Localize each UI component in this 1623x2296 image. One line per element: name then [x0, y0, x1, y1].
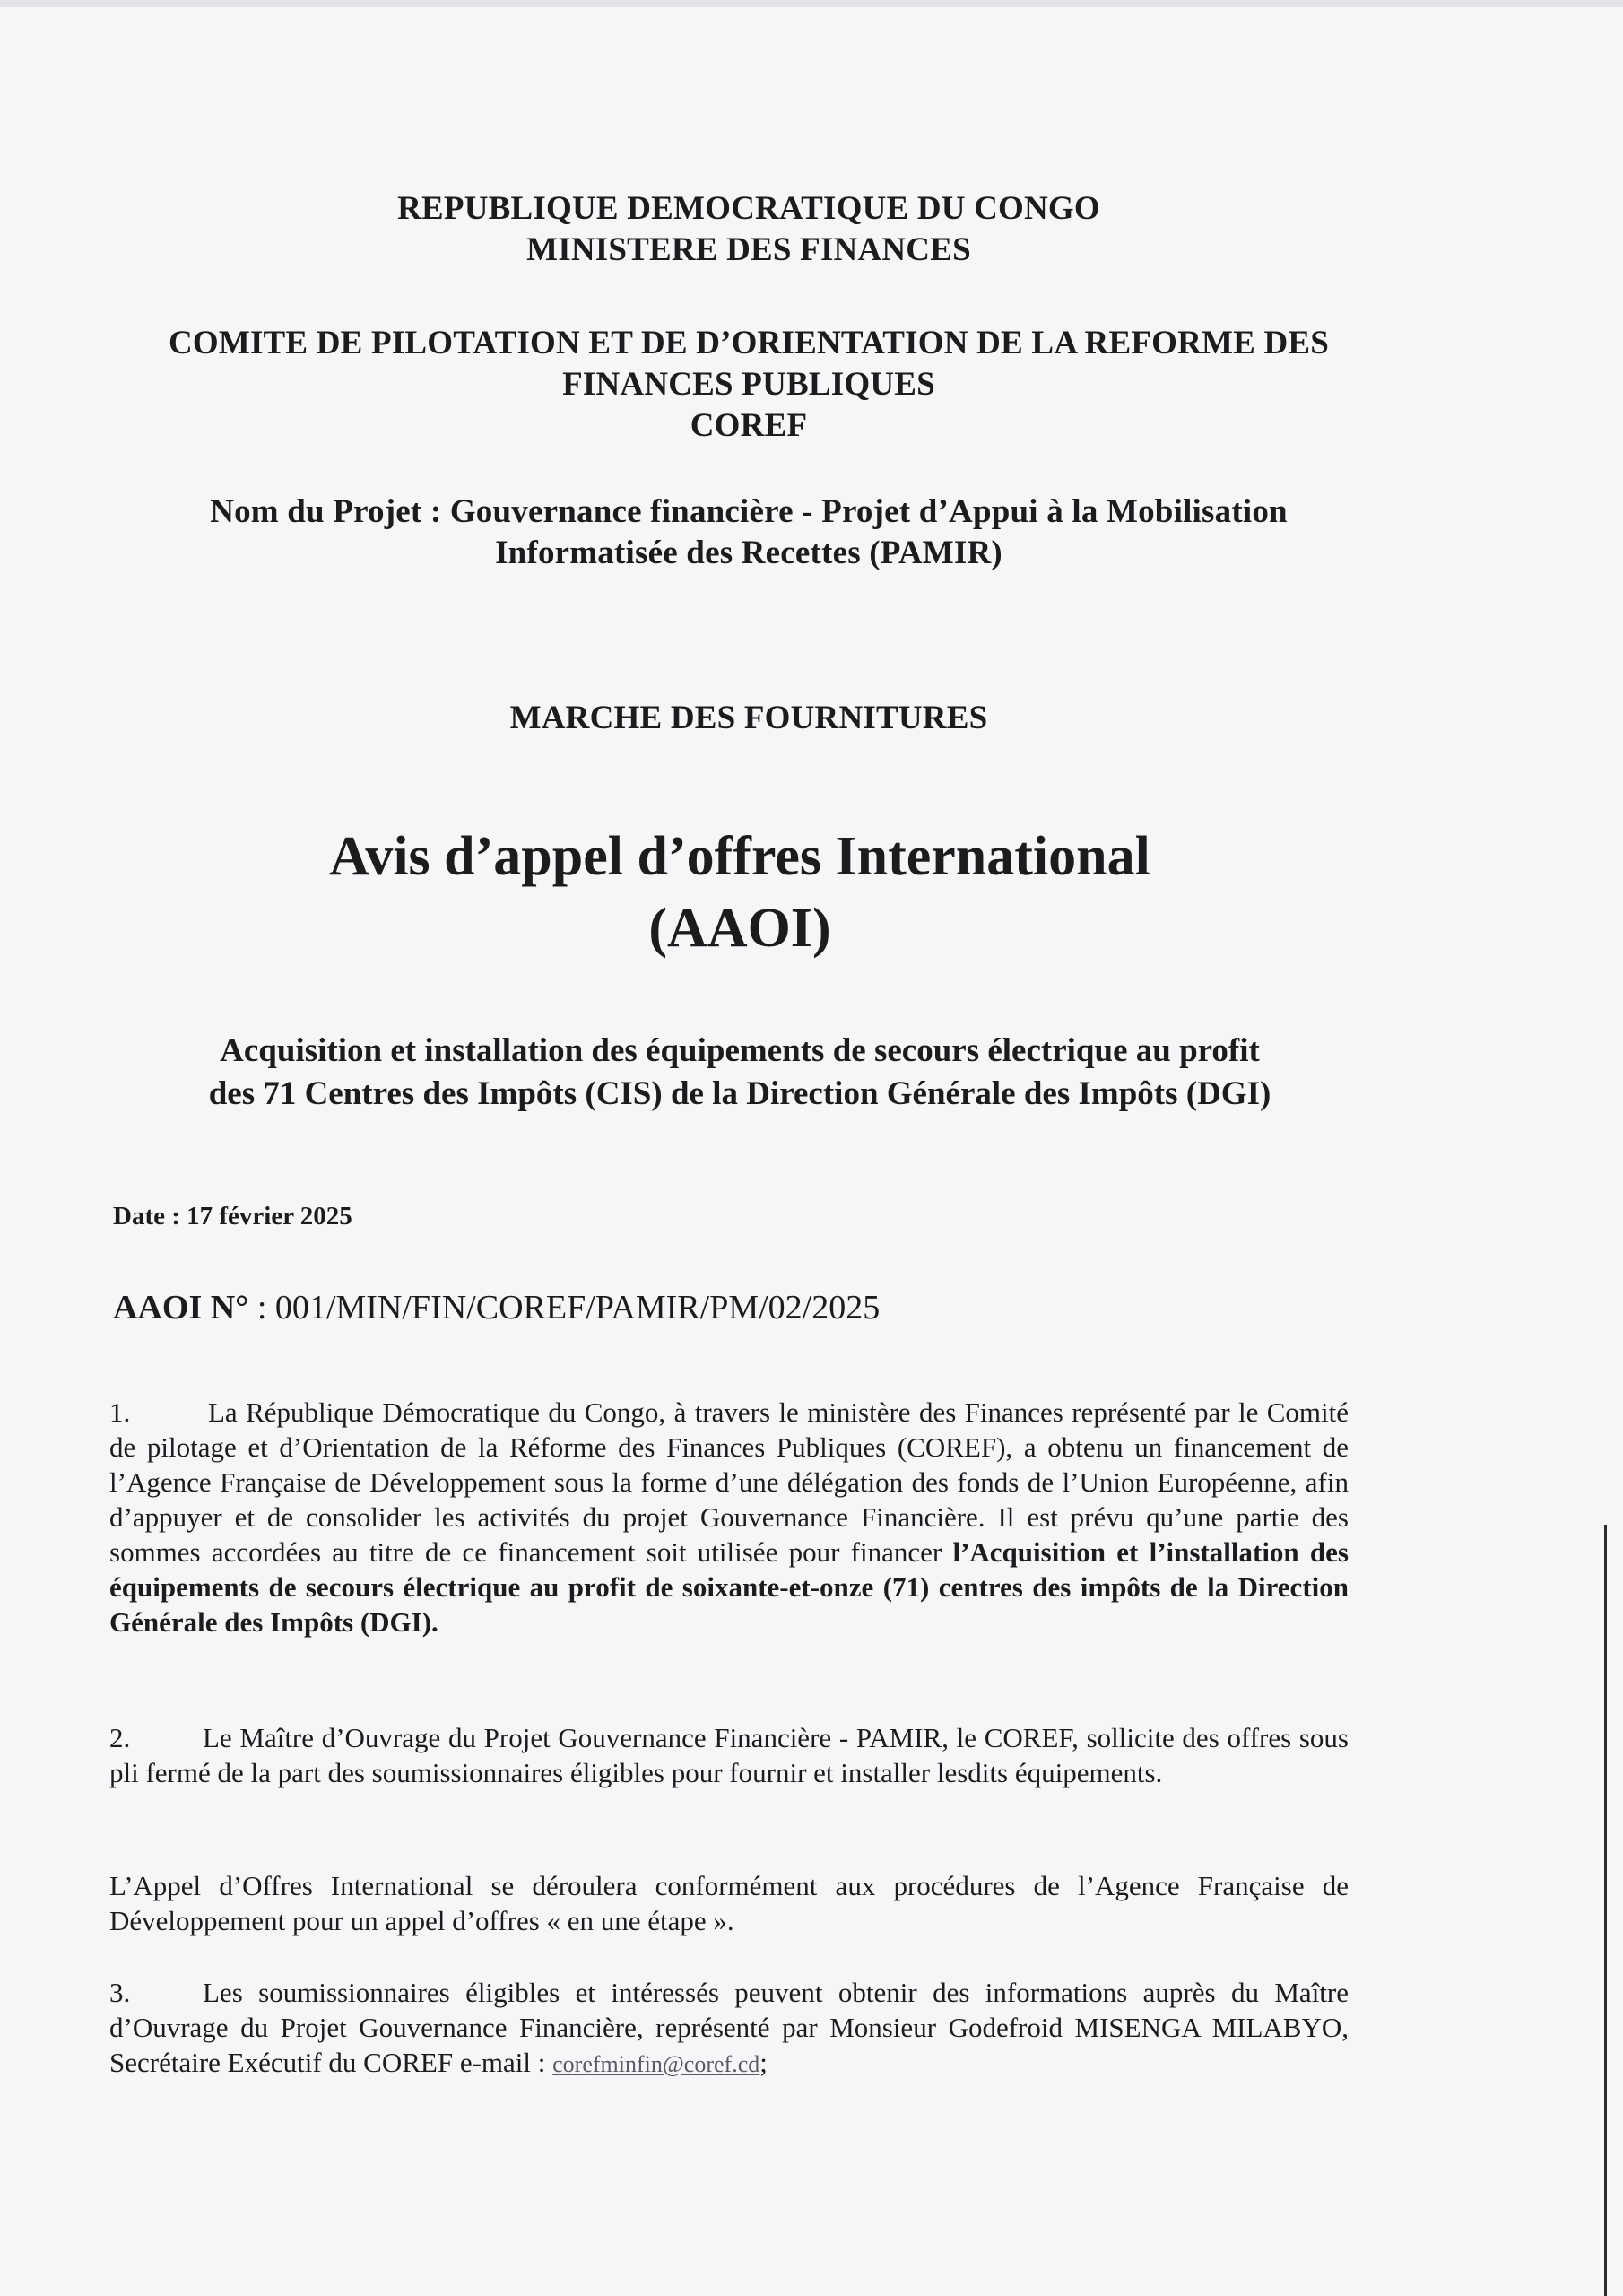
paragraph-procedure — [109, 1868, 1349, 1938]
tender-reference — [113, 1285, 880, 1330]
committee-acronym: COREF — [690, 407, 808, 444]
paragraph-text: Le Maître d’Ouvrage du Projet Gouvernance Financière - PAMIR, le COREF, sollicite des offres sous pli fermé de la part des soumissionnaires éligibles pour fournir et installer lesdits équipements. — [109, 1722, 1349, 1788]
document-subtitle — [0, 1030, 1480, 1116]
paragraph-number: 1. — [109, 1396, 131, 1428]
title-line2: (AAOI) — [648, 898, 831, 959]
country-ministry-header — [0, 188, 1497, 271]
country-name: REPUBLIQUE DEMOCRATIQUE DU CONGO — [397, 190, 1100, 227]
project-name — [0, 491, 1497, 574]
paragraph-text: La République Démocratique du Congo, à travers le ministère des Finances représenté par le Comité de pilotage et d’Orientation de la Réforme des Finances Publiques (COREF), a obtenu un financement de l’Agence Française de Développement sous la forme d’une délégation des fonds de l’Union Européenne, afin d’appuyer et de consolider les activités du projet Gouvernance Financière. Il est prévu qu’une partie des sommes accordées au titre de ce financement soit utilisée pour financer — [109, 1396, 1349, 1568]
page-top-edge — [0, 0, 1623, 7]
paragraph-bold-text: l’Acquisition et l’installation des équipements de secours électrique au profit de soixante-et-onze (71) centres des impôts de la Direction Générale des Impôts (DGI). — [109, 1536, 1349, 1638]
committee-name-line1: COMITE DE PILOTATION ET DE D’ORIENTATION DE LA REFORME DES — [168, 325, 1330, 361]
committee-name-line2: FINANCES PUBLIQUES — [562, 366, 935, 403]
paragraph-text: Les soumissionnaires éligibles et intéressés peuvent obtenir des informations auprès du Maître d’Ouvrage du Projet Gouvernance Financière, représenté par Monsieur Godefroid MISENGA MILABYO, Secrétaire Exécutif du COREF e-mail : — [109, 1977, 1349, 2078]
paragraph-number: 2. — [109, 1722, 131, 1753]
paragraph-text: L’Appel d’Offres International se déroulera conformément aux procédures de l’Agence Française de Développement pour un appel d’offres « en une étape ». — [109, 1870, 1349, 1936]
subtitle-line1: Acquisition et installation des équipements de secours électrique au profit — [220, 1032, 1260, 1069]
project-name-line1: Nom du Projet : Gouvernance financière - Projet d’Appui à la Mobilisation — [210, 493, 1288, 530]
reference-label: AAOI N° — [113, 1289, 249, 1326]
paragraph-2 — [109, 1720, 1349, 1790]
committee-header — [0, 323, 1497, 447]
market-type: MARCHE DES FOURNITURES — [509, 700, 988, 736]
title-line1: Avis d’appel d’offres International — [329, 826, 1150, 887]
paragraph-number: 3. — [109, 1977, 131, 2008]
subtitle-line2: des 71 Centres des Impôts (CIS) de la Direction Générale des Impôts (DGI) — [208, 1075, 1271, 1112]
reference-value: : 001/MIN/FIN/COREF/PAMIR/PM/02/2025 — [248, 1289, 881, 1326]
email-link[interactable]: corefminfin@coref.cd — [552, 2051, 760, 2077]
document-date: Date : 17 février 2025 — [113, 1202, 352, 1231]
paragraph-3 — [109, 1975, 1349, 2082]
paragraph-1 — [109, 1395, 1349, 1639]
project-name-line2: Informatisée des Recettes (PAMIR) — [495, 535, 1002, 571]
ministry-name: MINISTERE DES FINANCES — [526, 231, 971, 268]
document-title — [0, 821, 1480, 964]
paragraph-tail: ; — [759, 2047, 768, 2078]
